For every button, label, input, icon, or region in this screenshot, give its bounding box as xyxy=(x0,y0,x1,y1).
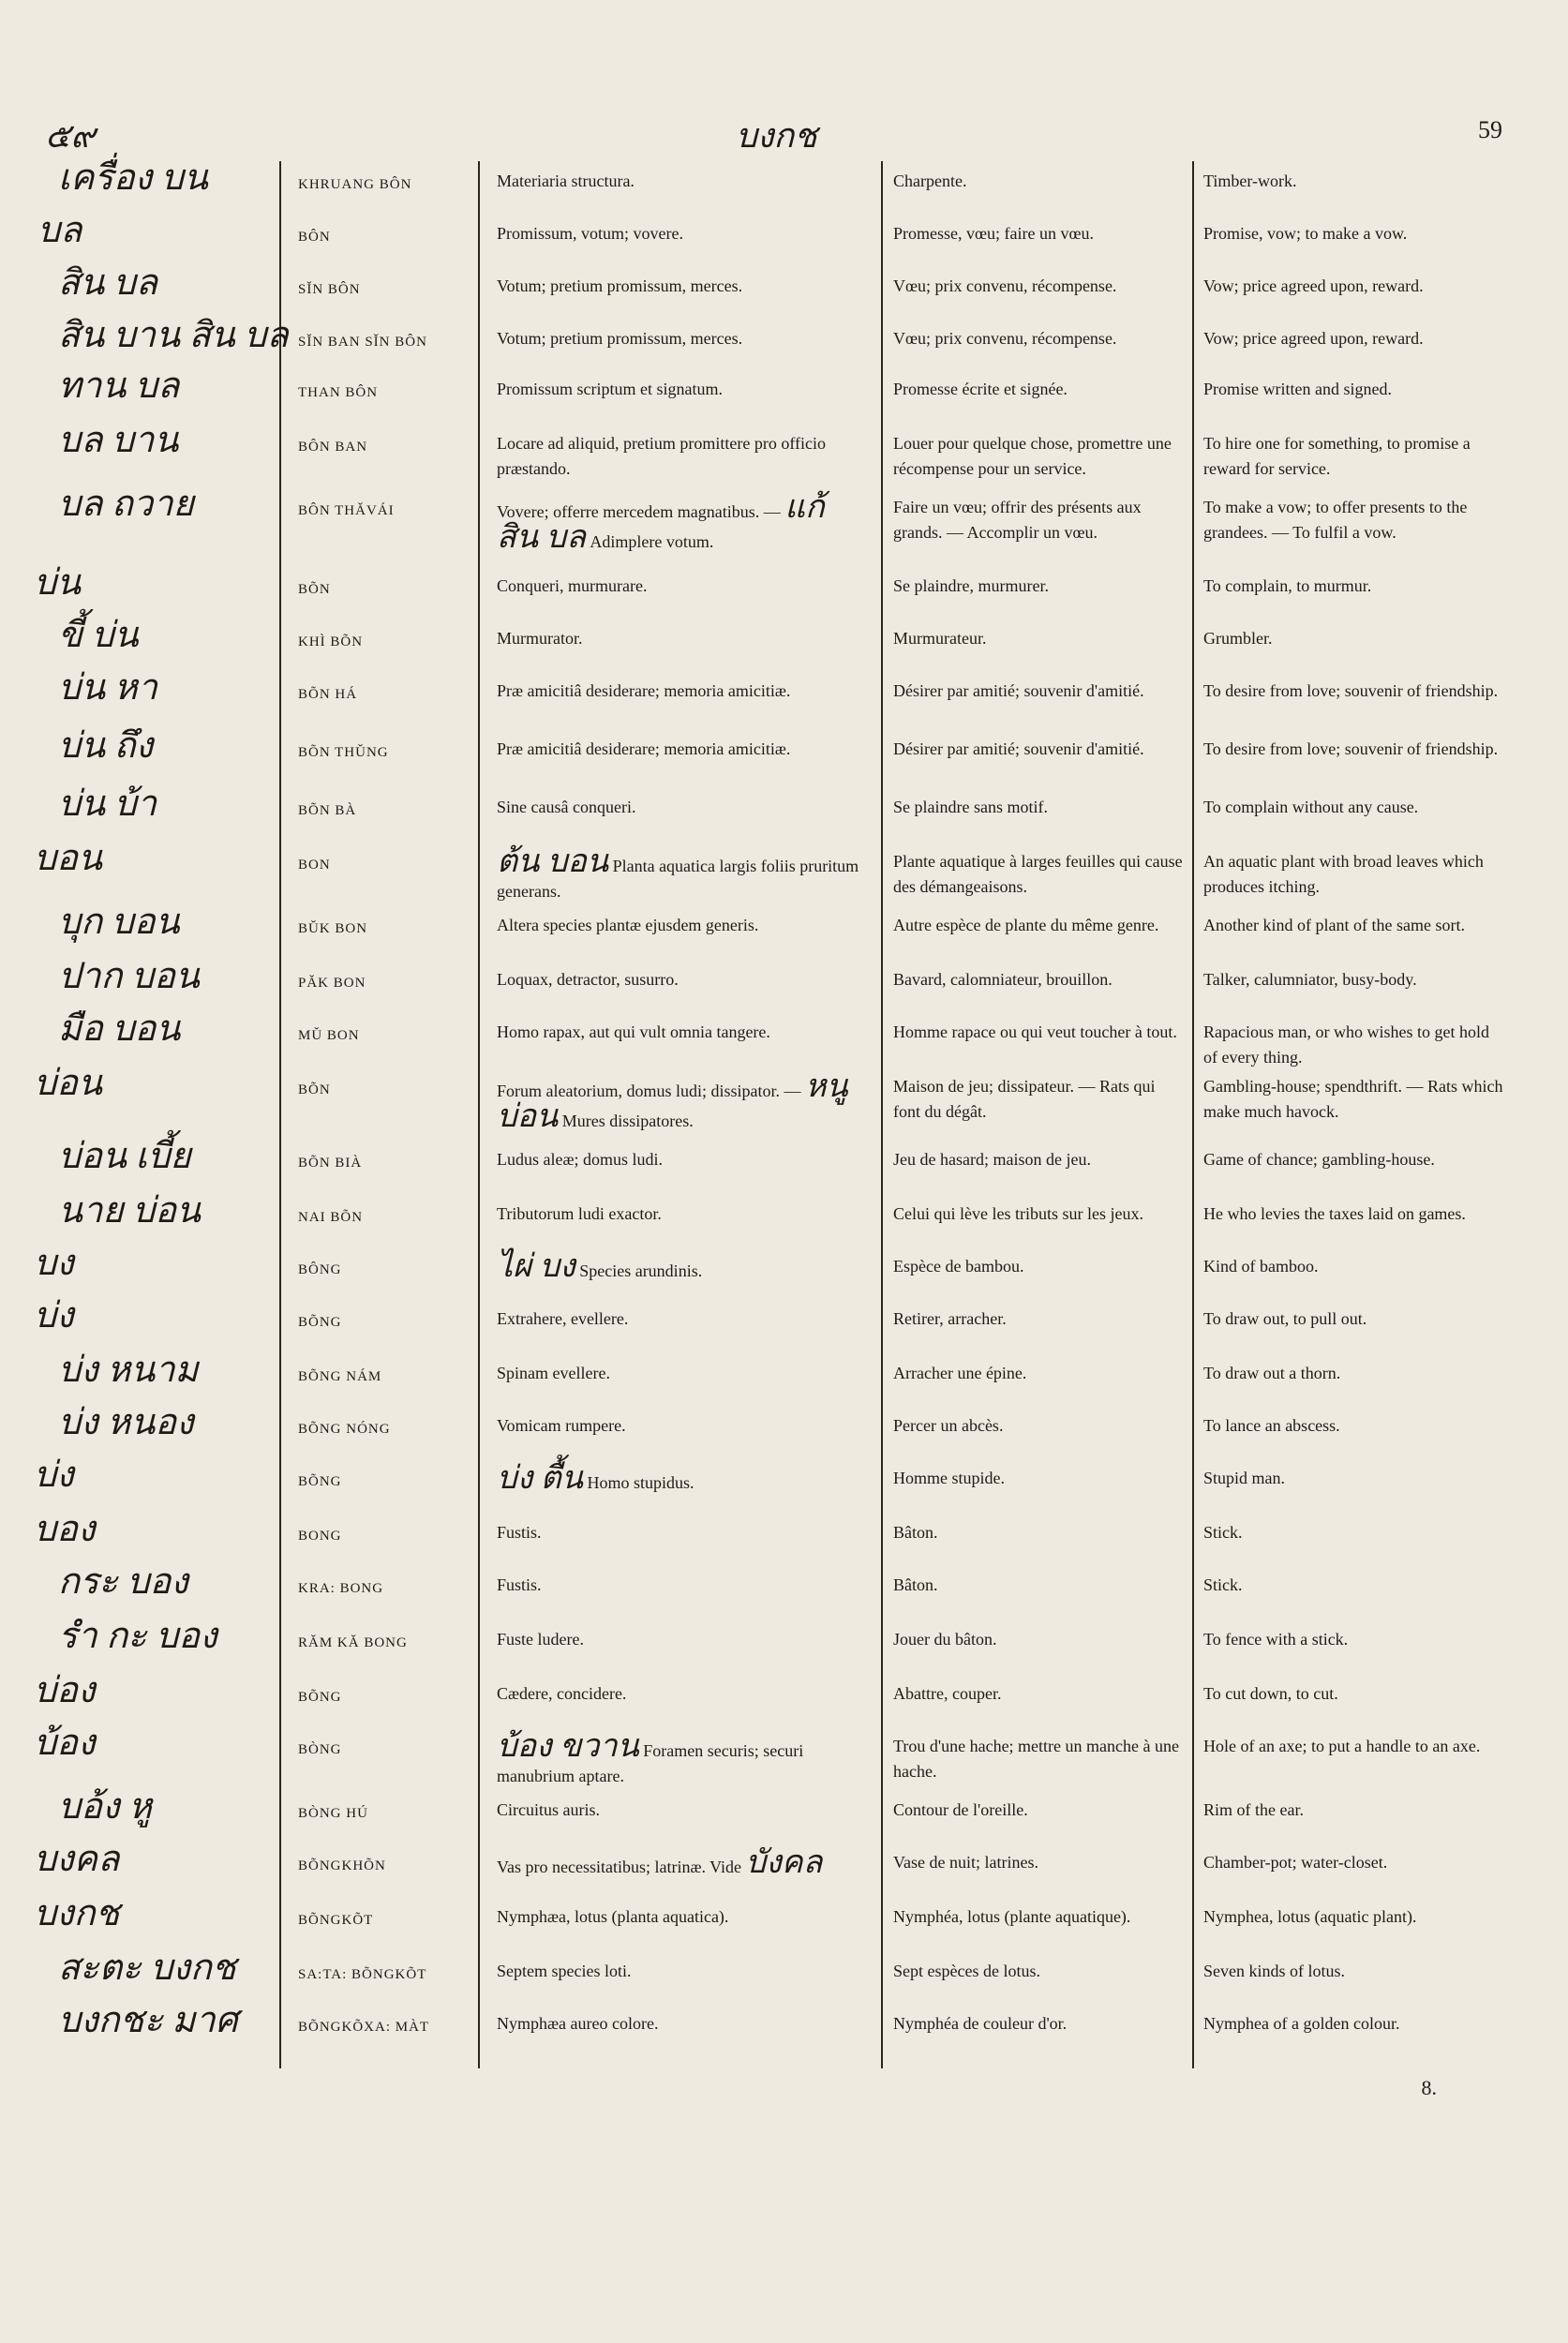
transliteration: SǏN BÔN xyxy=(298,282,361,297)
english-definition: Promise, vow; to make a vow. xyxy=(1203,224,1408,243)
thai-headword: นาย บ่อน xyxy=(58,1191,201,1231)
thai-headword: บ่น บ้า xyxy=(58,784,157,824)
thai-headword: บ่ง xyxy=(34,1296,74,1336)
french-definition: Contour de l'oreille. xyxy=(893,1800,1028,1819)
latin-definition xyxy=(497,221,872,246)
transliteration: BÒNG xyxy=(298,1742,342,1757)
french-definition: Nymphéa, lotus (plante aquatique). xyxy=(893,1907,1131,1926)
english-definition: Chamber-pot; water-closet. xyxy=(1203,1853,1388,1872)
transliteration: BONG xyxy=(298,1529,342,1544)
thai-headword: บอ้ง หู xyxy=(58,1787,153,1827)
column-rule xyxy=(1192,161,1194,2068)
latin-definition xyxy=(497,1361,872,1386)
english-definition: To desire from love; souvenir of friendship. xyxy=(1203,739,1499,758)
thai-headword: ทาน บล xyxy=(58,366,180,406)
transliteration: SǏN BAN SǏN BÔN xyxy=(298,335,427,350)
latin-text: Nymphæa aureo colore. xyxy=(497,2014,659,2033)
latin-definition xyxy=(497,1069,872,1134)
latin-definition xyxy=(497,1147,872,1172)
latin-text: Fustis. xyxy=(497,1523,542,1542)
english-definition: Gambling-house; spendthrift. — Rats which make much havock. xyxy=(1203,1077,1503,1121)
thai-headword: บงกช xyxy=(34,1894,120,1933)
english-definition: To fence with a stick. xyxy=(1203,1630,1349,1649)
transliteration: THAN BÔN xyxy=(298,385,379,400)
english-definition: To hire one for something, to promise a reward for service. xyxy=(1203,434,1471,478)
thai-headword: บง xyxy=(34,1244,74,1283)
french-definition: Désirer par amitié; souvenir d'amitié. xyxy=(893,739,1144,758)
latin-text: Ludus aleæ; domus ludi. xyxy=(497,1150,663,1169)
french-definition: Bavard, calomniateur, brouillon. xyxy=(893,970,1113,989)
transliteration: BÔN THǍVÁI xyxy=(298,503,395,518)
french-definition: Maison de jeu; dissipateur. — Rats qui font du dégât. xyxy=(893,1077,1156,1121)
thai-headword: บ่น xyxy=(34,563,82,603)
thai-headword: บ่ง หนาม xyxy=(58,1351,199,1390)
latin-definition xyxy=(497,1306,872,1332)
latin-definition xyxy=(497,1020,872,1045)
english-definition: To lance an abscess. xyxy=(1203,1416,1340,1435)
english-definition: Talker, calumniator, busy-body. xyxy=(1203,970,1417,989)
latin-text: Spinam evellere. xyxy=(497,1364,610,1382)
inline-thai-word: บังคล xyxy=(745,1845,823,1880)
latin-definition xyxy=(497,2011,872,2037)
english-definition: Stupid man. xyxy=(1203,1469,1286,1487)
transliteration: BÕN xyxy=(298,582,331,597)
latin-text: Extrahere, evellere. xyxy=(497,1309,629,1328)
french-definition: Vase de nuit; latrines. xyxy=(893,1853,1038,1872)
transliteration: BÒNG HÚ xyxy=(298,1806,368,1821)
french-definition: Espèce de bambou. xyxy=(893,1257,1024,1276)
transliteration: KHÌ BÕN xyxy=(298,634,364,649)
transliteration: SA:TA: BÕNGKÕT xyxy=(298,1967,427,1982)
latin-text: Foramen securis; securi manubrium aptare. xyxy=(497,1741,804,1785)
french-definition: Vœu; prix convenu, récompense. xyxy=(893,329,1117,348)
thai-headword: บ้อง xyxy=(34,1724,96,1763)
transliteration: BÕNG NÁM xyxy=(298,1369,382,1384)
transliteration: BǓK BON xyxy=(298,921,368,936)
english-definition: Promise written and signed. xyxy=(1203,380,1392,398)
latin-text: Murmurator. xyxy=(497,629,583,648)
english-definition: Grumbler. xyxy=(1203,629,1273,648)
latin-text: Homo rapax, aut qui vult omnia tangere. xyxy=(497,1022,770,1041)
english-definition: Rim of the ear. xyxy=(1203,1800,1304,1819)
latin-definition xyxy=(497,574,872,599)
transliteration: BÕN THǓNG xyxy=(298,745,389,760)
latin-definition xyxy=(497,913,872,938)
english-definition: He who levies the taxes laid on games. xyxy=(1203,1204,1466,1223)
english-definition: To make a vow; to offer presents to the grandees. — To fulfil a vow. xyxy=(1203,498,1468,542)
transliteration: BÕNGKHÕN xyxy=(298,1858,386,1873)
latin-definition xyxy=(497,431,872,482)
thai-headword: บ่ง หนอง xyxy=(58,1403,194,1442)
latin-text: Vovere; offerre mercedem magnatibus. — xyxy=(497,502,781,521)
french-definition: Désirer par amitié; souvenir d'amitié. xyxy=(893,681,1144,700)
thai-headword: สะตะ บงกช xyxy=(58,1948,236,1988)
latin-definition xyxy=(497,1681,872,1707)
french-definition: Homme rapace ou qui veut toucher à tout. xyxy=(893,1022,1177,1041)
french-definition: Homme stupide. xyxy=(893,1469,1005,1487)
french-definition: Promesse écrite et signée. xyxy=(893,380,1068,398)
thai-headword: กระ บอง xyxy=(58,1562,188,1602)
transliteration: BÕN BIÀ xyxy=(298,1156,363,1171)
latin-definition xyxy=(497,967,872,992)
transliteration: BÔN BAN xyxy=(298,440,368,455)
transliteration: BÕNGKÕT xyxy=(298,1913,374,1928)
french-definition: Trou d'une hache; mettre un manche à une hache. xyxy=(893,1737,1179,1781)
latin-text: Locare ad aliquid, pretium promittere pro officio præstando. xyxy=(497,434,827,478)
french-definition: Jouer du bâton. xyxy=(893,1630,997,1649)
inline-thai-word: แก้ สิน บล xyxy=(497,490,825,555)
french-definition: Percer un abcès. xyxy=(893,1416,1004,1435)
french-definition: Nymphéa de couleur d'or. xyxy=(893,2014,1068,2033)
transliteration: MǓ BON xyxy=(298,1028,360,1043)
french-definition: Autre espèce de plante du même genre. xyxy=(893,916,1159,934)
transliteration: BÔNG xyxy=(298,1262,342,1277)
latin-definition xyxy=(497,737,872,762)
latin-text: Tributorum ludi exactor. xyxy=(497,1204,662,1223)
latin-definition xyxy=(497,1201,872,1227)
latin-text: Cædere, concidere. xyxy=(497,1684,627,1703)
french-definition: Bâton. xyxy=(893,1523,938,1542)
thai-headword: บล xyxy=(37,211,82,250)
transliteration: BON xyxy=(298,858,331,873)
english-definition: Stick. xyxy=(1203,1575,1243,1594)
english-definition: To cut down, to cut. xyxy=(1203,1684,1338,1703)
thai-headword: บล บาน xyxy=(58,421,179,460)
english-definition: To complain without any cause. xyxy=(1203,798,1419,816)
latin-definition xyxy=(497,1249,872,1284)
transliteration: BÕNGKÕXA: MÀT xyxy=(298,2020,430,2035)
latin-definition xyxy=(497,377,872,402)
thai-page-number: ๕๙ xyxy=(45,117,96,155)
latin-text: Sine causâ conqueri. xyxy=(497,798,636,816)
french-definition: Charpente. xyxy=(893,172,967,190)
english-definition: To desire from love; souvenir of friendship. xyxy=(1203,681,1499,700)
latin-text: Species arundinis. xyxy=(579,1261,703,1280)
latin-definition xyxy=(497,490,872,555)
thai-headword: บงคล xyxy=(34,1840,120,1879)
french-definition: Jeu de hasard; maison de jeu. xyxy=(893,1150,1091,1169)
english-definition: Kind of bamboo. xyxy=(1203,1257,1319,1276)
latin-text: Septem species loti. xyxy=(497,1962,632,1980)
inline-thai-word: บ่ง ตื้น xyxy=(497,1461,584,1496)
latin-text: Homo stupidus. xyxy=(587,1473,694,1492)
transliteration: RǍM KǍ BONG xyxy=(298,1635,408,1650)
thai-headword: มือ บอน xyxy=(58,1009,181,1049)
latin-definition xyxy=(497,626,872,651)
latin-definition xyxy=(497,169,872,194)
latin-definition xyxy=(497,1798,872,1823)
transliteration: BÕN HÁ xyxy=(298,687,358,702)
french-definition: Vœu; prix convenu, récompense. xyxy=(893,276,1117,295)
transliteration: BÕN BÀ xyxy=(298,803,357,818)
french-definition: Celui qui lève les tributs sur les jeux. xyxy=(893,1204,1143,1223)
french-definition: Louer pour quelque chose, promettre une récompense pour un service. xyxy=(893,434,1172,478)
latin-definition xyxy=(497,844,872,904)
latin-text: Nymphæa, lotus (planta aquatica). xyxy=(497,1907,729,1926)
english-definition: Vow; price agreed upon, reward. xyxy=(1203,329,1424,348)
english-definition: Nymphea of a golden colour. xyxy=(1203,2014,1400,2033)
transliteration: KRA: BONG xyxy=(298,1581,384,1596)
latin-definition xyxy=(497,795,872,820)
latin-text: Loquax, detractor, susurro. xyxy=(497,970,679,989)
transliteration: NAI BÕN xyxy=(298,1210,364,1225)
running-head: บงกช xyxy=(736,117,817,155)
latin-definition xyxy=(497,1904,872,1930)
inline-thai-word: ไผ่ บง xyxy=(497,1249,575,1284)
inline-thai-word: ต้น บอน xyxy=(497,844,609,879)
latin-text: Vomicam rumpere. xyxy=(497,1416,626,1435)
french-definition: Retirer, arracher. xyxy=(893,1309,1007,1328)
latin-text: Conqueri, murmurare. xyxy=(497,576,648,595)
transliteration: KHRUANG BÔN xyxy=(298,177,412,192)
french-definition: Sept espèces de lotus. xyxy=(893,1962,1040,1980)
french-definition: Bâton. xyxy=(893,1575,938,1594)
thai-headword: บ่น หา xyxy=(58,668,157,708)
thai-headword: สิน บล xyxy=(58,263,158,303)
latin-text: Præ amicitiâ desiderare; memoria amicitiæ. xyxy=(497,681,791,700)
thai-headword: บงกชะ มาศ xyxy=(58,2001,238,2040)
latin-text: Præ amicitiâ desiderare; memoria amicitiæ. xyxy=(497,739,791,758)
inline-thai-word: บ้อง ขวาน xyxy=(497,1729,639,1764)
page-number: 59 xyxy=(1478,116,1502,143)
transliteration: BÕNG xyxy=(298,1315,342,1330)
latin-text: Votum; pretium promissum, merces. xyxy=(497,276,743,295)
column-rule xyxy=(478,161,480,2068)
latin-text: Adimplere votum. xyxy=(590,532,714,551)
thai-headword: เครื่อง บน xyxy=(58,158,208,198)
english-definition: Timber-work. xyxy=(1203,172,1297,190)
latin-text: Circuitus auris. xyxy=(497,1800,600,1819)
french-definition: Se plaindre sans motif. xyxy=(893,798,1048,816)
latin-text: Mures dissipatores. xyxy=(561,1112,694,1130)
thai-headword: บุก บอน xyxy=(58,903,180,942)
thai-headword: บ่ง xyxy=(34,1455,74,1495)
latin-text: Fustis. xyxy=(497,1575,542,1594)
thai-headword: ขี้ บ่น xyxy=(58,616,139,655)
latin-text: Promissum, votum; vovere. xyxy=(497,224,683,243)
latin-text: Altera species plantæ ejusdem generis. xyxy=(497,916,759,934)
french-definition: Murmurateur. xyxy=(893,629,987,648)
latin-text: Vas pro necessitatibus; latrinæ. Vide xyxy=(497,1858,742,1876)
english-definition: Another kind of plant of the same sort. xyxy=(1203,916,1465,934)
english-definition: Nymphea, lotus (aquatic plant). xyxy=(1203,1907,1417,1926)
transliteration: BÔN xyxy=(298,230,331,245)
latin-definition xyxy=(497,1729,872,1789)
latin-definition xyxy=(497,1520,872,1545)
thai-headword: บอง xyxy=(34,1510,96,1549)
english-definition: Game of chance; gambling-house. xyxy=(1203,1150,1435,1169)
transliteration: PǍK BON xyxy=(298,976,366,991)
latin-definition xyxy=(497,1845,872,1880)
english-definition: Hole of an axe; to put a handle to an axe. xyxy=(1203,1737,1481,1755)
french-definition: Se plaindre, murmurer. xyxy=(893,576,1049,595)
english-definition: To draw out, to pull out. xyxy=(1203,1309,1367,1328)
thai-headword: บ่อน เบี้ย xyxy=(58,1137,191,1176)
english-definition: Seven kinds of lotus. xyxy=(1203,1962,1345,1980)
latin-definition xyxy=(497,1959,872,1984)
english-definition: An aquatic plant with broad leaves which produces itching. xyxy=(1203,852,1484,896)
thai-headword: รำ กะ บอง xyxy=(58,1617,217,1656)
column-rule xyxy=(279,161,281,2068)
french-definition: Promesse, vœu; faire un vœu. xyxy=(893,224,1094,243)
signature-mark: 8. xyxy=(1421,2076,1437,2099)
transliteration: BÕNG xyxy=(298,1474,342,1489)
transliteration: BÕNG xyxy=(298,1690,342,1705)
latin-text: Materiaria structura. xyxy=(497,172,635,190)
french-definition: Abattre, couper. xyxy=(893,1684,1002,1703)
transliteration: BÕNG NÓNG xyxy=(298,1422,391,1437)
thai-headword: บอน xyxy=(34,839,102,878)
latin-text: Planta aquatica largis foliis pruritum generans. xyxy=(497,857,859,901)
latin-definition xyxy=(497,1627,872,1652)
thai-headword: บ่อน xyxy=(34,1064,102,1103)
english-definition: To draw out a thorn. xyxy=(1203,1364,1341,1382)
english-definition: Rapacious man, or who wishes to get hold of every thing. xyxy=(1203,1022,1489,1067)
latin-definition xyxy=(497,274,872,299)
english-definition: Vow; price agreed upon, reward. xyxy=(1203,276,1424,295)
latin-text: Votum; pretium promissum, merces. xyxy=(497,329,743,348)
thai-headword: บล ถวาย xyxy=(58,485,194,524)
transliteration: BÕN xyxy=(298,1082,331,1097)
inline-thai-word: หนู บ่อน xyxy=(497,1069,848,1134)
latin-definition xyxy=(497,1573,872,1598)
latin-definition xyxy=(497,679,872,704)
latin-text: Promissum scriptum et signatum. xyxy=(497,380,723,398)
latin-definition xyxy=(497,326,872,351)
thai-headword: ปาก บอน xyxy=(58,957,200,996)
latin-definition xyxy=(497,1461,872,1496)
french-definition: Plante aquatique à larges feuilles qui cause des démangeaisons. xyxy=(893,852,1183,896)
french-definition: Arracher une épine. xyxy=(893,1364,1027,1382)
french-definition: Faire un vœu; offrir des présents aux grands. — Accomplir un vœu. xyxy=(893,498,1142,542)
thai-headword: บ่อง xyxy=(34,1671,96,1710)
column-rule xyxy=(881,161,883,2068)
latin-text: Fuste ludere. xyxy=(497,1630,584,1649)
latin-definition xyxy=(497,1413,872,1439)
thai-headword: สิน บาน สิน บล xyxy=(58,316,289,355)
english-definition: To complain, to murmur. xyxy=(1203,576,1372,595)
latin-text: Forum aleatorium, domus ludi; dissipator. — xyxy=(497,1082,801,1100)
english-definition: Stick. xyxy=(1203,1523,1243,1542)
thai-headword: บ่น ถึง xyxy=(58,726,154,766)
